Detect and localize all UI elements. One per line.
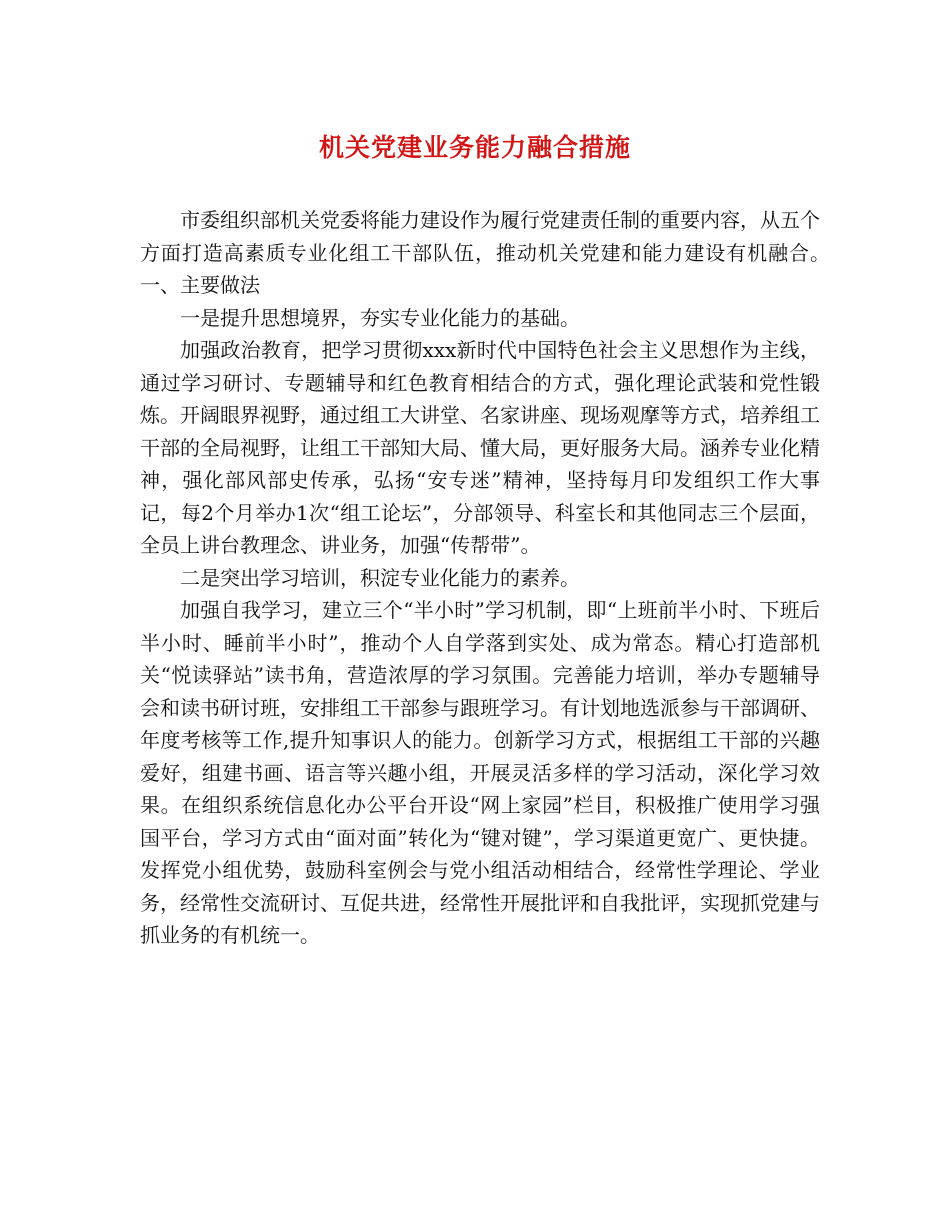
document-body (140, 204, 880, 952)
paragraph-heading-1: 一是提升思想境界，夯实专业化能力的基础。 (180, 305, 580, 330)
paragraph-heading-2: 二是突出学习培训，积淀专业化能力的素养。 (180, 565, 580, 590)
paragraph-political-education: 加强政治教育，把学习贯彻xxx新时代中国特色社会主义思想作为主线，通过学习研讨、专题辅导和红色教育相结合的方式，强化理论武装和党性锻炼。开阔眼界视野，通过组工大讲堂、名家讲座、现场观摩等方式，培养组工干部的全局视野，让组工干部知大局、懂大局，更好服务大局。涵养专业化精神，强化部风部史传承，弘扬“安专迷”精神，坚持每月印发组织工作大事记，每2个月举办1次“组工论坛”，分部领导、科室长和其他同志三个层面，全员上讲台教理念、讲业务，加强“传帮带”。 (140, 338, 820, 557)
paragraph-self-study: 加强自我学习，建立三个“半小时”学习机制，即“上班前半小时、下班后半小时、睡前半小时”，推动个人自学落到实处、成为常态。精心打造部机关“悦读驿站”读书角，营造浓厚的学习氛围。完善能力培训，举办专题辅导会和读书研讨班，安排组工干部参与跟班学习。有计划地选派参与干部调研、年度考核等工作,提升知事识人的能力。创新学习方式，根据组工干部的兴趣爱好，组建书画、语言等兴趣小组，开展灵活多样的学习活动，深化学习效果。在组织系统信息化办公平台开设“网上家园”栏目，积极推广使用学习强国平台，学习方式由“面对面”转化为“键对键”，学习渠道更宽广、更快捷。发挥党小组优势，鼓励科室例会与党小组活动相结合，经常性学理论、学业务，经常性交流研讨、互促共进，经常性开展批评和自我批评，实现抓党建与抓业务的有机统一。 (140, 598, 820, 947)
document-title: 机关党建业务能力融合措施 (318, 133, 631, 162)
paragraph-intro: 市委组织部机关党委将能力建设作为履行党建责任制的重要内容，从五个方面打造高素质专业化组工干部队伍，推动机关党建和能力建设有机融合。 一、主要做法 (140, 208, 880, 297)
